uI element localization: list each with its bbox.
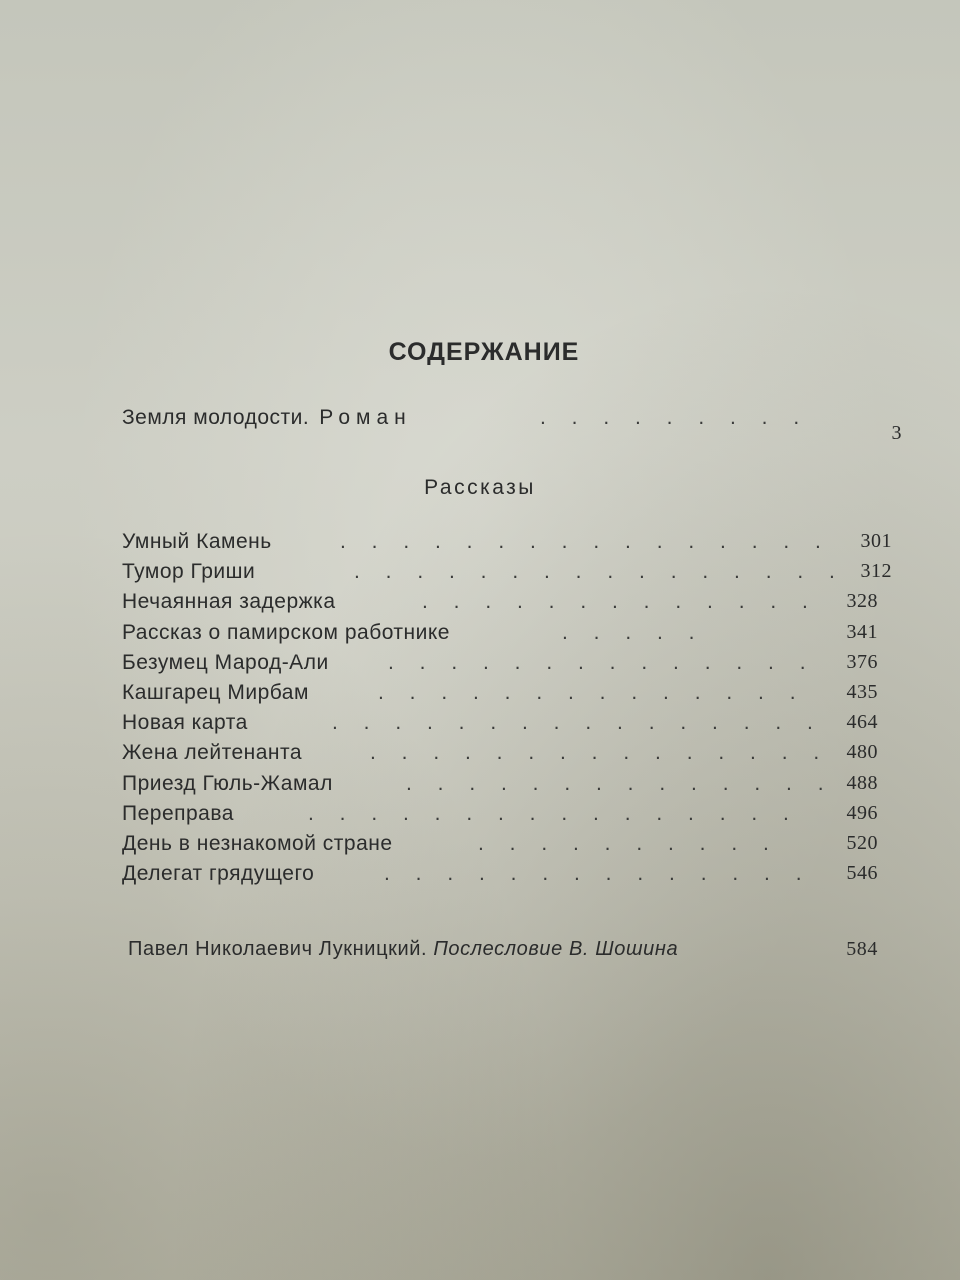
page-number: 312 [860,560,892,582]
toc-entry-story [122,681,878,711]
page-number: 488 [846,772,878,794]
toc-entry-story [122,621,878,651]
dot-leader: . . . . . . . . . . . . . . . . [308,802,799,825]
dot-leader: . . . . . . . . . . . . . . [388,651,816,674]
toc-entry-story [122,772,878,802]
entry-title: Нечаянная задержка [122,590,336,613]
contents-heading: СОДЕРЖАНИЕ [388,338,580,366]
dot-leader: . . . . . . . . . . . . . . . [370,741,830,764]
entry-title: Безумец Марод-Али [122,651,329,674]
page-number: 376 [846,651,878,673]
entry-title: Переправа [122,802,234,825]
page-number: 435 [846,681,878,703]
novel-genre: Роман [319,406,412,429]
page-number: 328 [846,590,878,612]
dot-leader: . . . . . . . . . . . . . . . . [332,711,823,734]
entry-title: Рассказ о памирском работнике [122,621,450,644]
toc-entry-story [122,862,878,892]
dot-leader: . . . . . . . . . . . . . . [406,772,834,795]
page-number: 301 [860,530,892,552]
afterword-author: Павел Николаевич Лукницкий. [128,938,428,960]
entry-title: Новая карта [122,711,248,734]
page-number: 520 [846,832,878,854]
toc-entry-story [122,530,892,560]
page-number: 341 [846,621,878,643]
dot-leader: . . . . . . . . . [540,406,810,429]
toc-entry-story [122,590,878,620]
entry-title: Приезд Гюль-Жамал [122,772,333,795]
toc-entry-novel [122,406,902,444]
entry-title: Делегат грядущего [122,862,315,885]
novel-title: Земля молодости. [122,406,310,429]
toc-entry-story [122,651,878,681]
page-number: 496 [846,802,878,824]
entry-title: Жена лейтенанта [122,741,303,764]
afterword-note: Послесловие В. Шошина [433,938,679,960]
page-number: 3 [891,422,902,444]
toc-entry-story [122,711,878,741]
page-number: 464 [846,711,878,733]
dot-leader: . . . . . . . . . . . . . . . . [354,560,845,583]
entry-title: Тумор Гриши [122,560,256,583]
toc-entry-story [122,560,892,590]
page-number: 546 [846,862,878,884]
entry-title [122,406,412,430]
toc-entry-story [122,832,878,862]
toc-entry-story [122,741,878,771]
section-label-stories: Рассказы [424,476,536,499]
page-number: 480 [846,741,878,763]
dot-leader: . . . . . . . . . . . . . . . . [340,530,831,553]
dot-leader: . . . . . . . . . . . . . [422,590,818,613]
dot-leader: . . . . . . . . . . . . . . [384,862,812,885]
dot-leader: . . . . . [562,621,705,644]
entry-title: Умный Камень [122,530,272,553]
dot-leader: . . . . . . . . . . [478,832,779,855]
entry-title: День в незнакомой стране [122,832,393,855]
toc-entry-story [122,802,878,832]
page-number: 584 [846,938,878,960]
entry-title: Кашгарец Мирбам [122,681,309,704]
dot-leader: . . . . . . . . . . . . . . [378,681,806,704]
toc-entry-afterword [128,938,878,968]
